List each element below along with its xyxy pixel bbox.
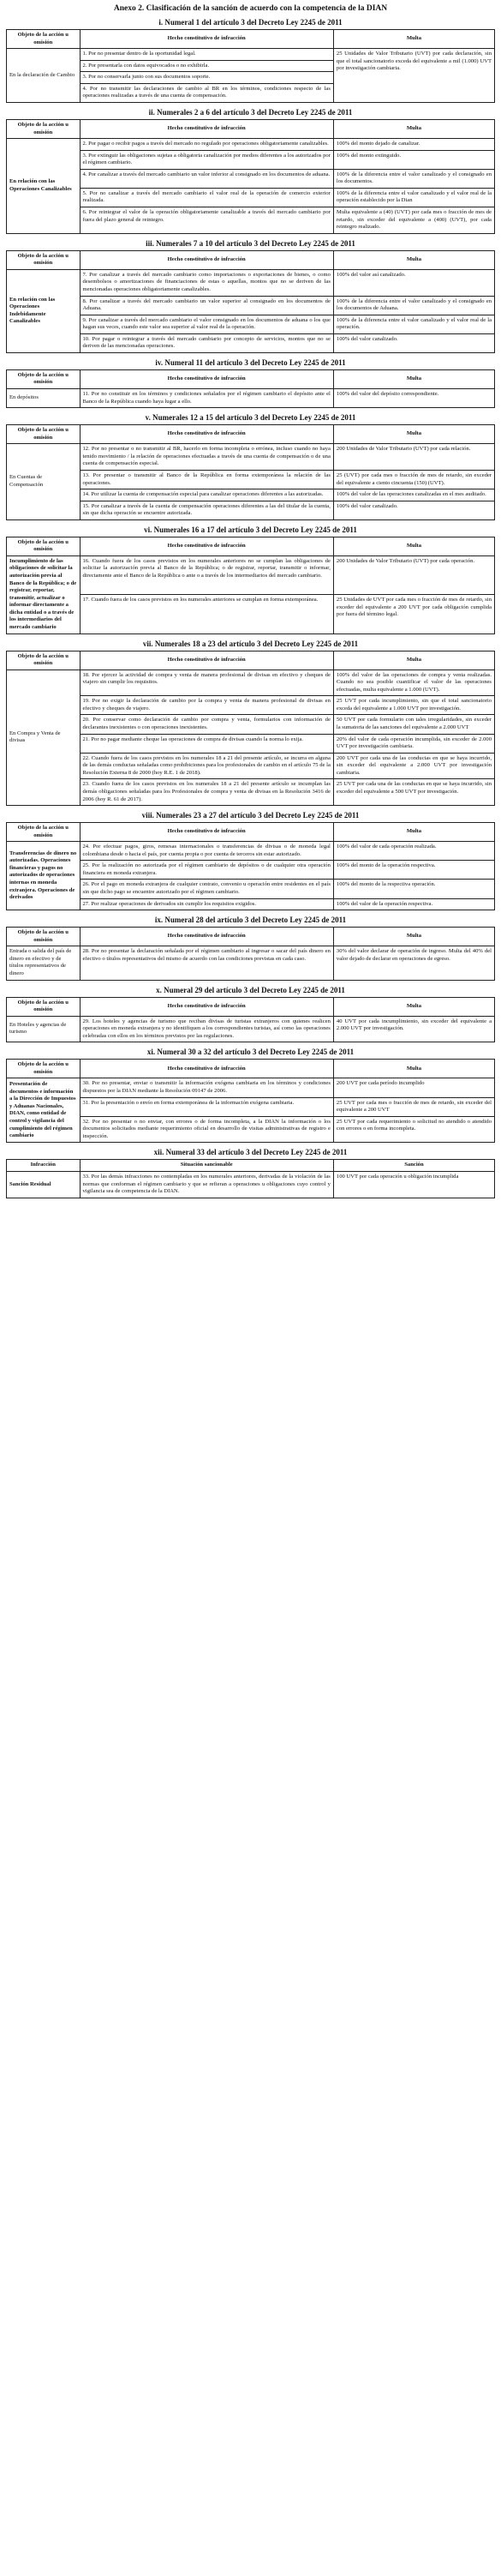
- section: [6, 525, 495, 634]
- header-multa: Multa: [333, 425, 494, 444]
- header-objeto: Objeto de la acción u omisión: [7, 369, 81, 388]
- header-hecho: Hecho constitutivo de infracción: [80, 997, 333, 1016]
- section-title: xi. Numeral 30 a 32 del artículo 3 del Decreto Ley 2245 de 2011: [146, 1048, 355, 1057]
- hecho-cell: 1. Por no presentar dentro de la oportunidad legal.: [80, 49, 333, 61]
- category-cell: Sanción Residual: [7, 1171, 81, 1198]
- multa-cell: 100% del valor de las operaciones de compra y venta realizadas. Cuando no sea posible cuantificar el valor de las operaciones efectuadas, multa equivalente a 1.000 (UVT).: [333, 670, 494, 696]
- table-row: [7, 734, 495, 753]
- header-multa: Multa: [333, 119, 494, 138]
- residual-table: [6, 1159, 495, 1198]
- multa-cell: 100% del monto de la operación respectiva.: [333, 861, 494, 880]
- section: [6, 108, 495, 234]
- hecho-cell: 7. Por canalizar a través del mercado cambiario como importaciones o exportaciones de bienes, o como desembolsos o amortizaciones de financiaciones de estas o aquellas, montos que no se deriven de las mencionadas operaciones obligatoriamente canalizables.: [80, 269, 333, 296]
- hecho-cell: 20. Por conservar como declaración de cambio por compra y venta, formularios con información de declarantes inexistentes o con operaciones inexistentes.: [80, 715, 333, 734]
- hecho-cell: 4. Por canalizar a través del mercado cambiario un valor inferior al consignado en los documentos de aduana.: [80, 169, 333, 188]
- section-title: iii. Numerales 7 a 10 del artículo 3 del Decreto Ley 2245 de 2011: [146, 238, 355, 248]
- section-title: ix. Numeral 28 del artículo 3 del Decreto Ley 2245 de 2011: [154, 916, 347, 925]
- header-row: [7, 425, 495, 444]
- multa-cell: 25 UVT por cada mes o fracción de mes de retardo, sin exceder del equivalente a 200 UVT: [333, 1097, 494, 1116]
- header-objeto: Objeto de la acción u omisión: [7, 1060, 81, 1078]
- header-multa: Multa: [333, 823, 494, 842]
- multa-cell: 100% de la diferencia entre el valor canalizado y el consignado en los documentos de Aduana.: [333, 296, 494, 315]
- header-objeto: Objeto de la acción u omisión: [7, 119, 81, 138]
- header-multa: Multa: [333, 928, 494, 946]
- header-hecho: Hecho constitutivo de infracción: [80, 30, 333, 49]
- section-table: [6, 997, 495, 1043]
- section-table: [6, 369, 495, 408]
- header-objeto: Objeto de la acción u omisión: [7, 537, 81, 555]
- hecho-cell: 27. Por realizar operaciones de derivados sin cumplir los requisitos exigidos.: [80, 898, 333, 910]
- section: [6, 358, 495, 408]
- section-table: [6, 424, 495, 520]
- hecho-cell: 32. Por no presentar o no enviar, con errores o de forma incompleta, a la DIAN la información o los documentos solicitados mediante requerimiento oficial en desarrollo de visitas administrativas de registro e inspección.: [80, 1116, 333, 1143]
- multa-cell: 200 Unidades de Valor Tributario (UVT) por cada operación.: [333, 555, 494, 594]
- header-hecho: Hecho constitutivo de infracción: [80, 1060, 333, 1078]
- hecho-cell: 8. Por canalizar a través del mercado cambiario un valor superior al consignado en los documentos de Aduana.: [80, 296, 333, 315]
- section: [6, 811, 495, 910]
- hecho-cell: 21. Por no pagar mediante cheque las operaciones de compra de divisas cuando la norma lo exija.: [80, 734, 333, 753]
- table-row: [7, 315, 495, 333]
- header-row: [7, 119, 495, 138]
- header-objeto: Objeto de la acción u omisión: [7, 928, 81, 946]
- multa-cell: 25 Unidades de Valor Tributario (UVT) por cada declaración, sin que el total sancionatorio exceda del equivalente a mil (1.000) UVT por investigación cambiaria.: [333, 49, 494, 103]
- header-multa: Multa: [333, 250, 494, 269]
- table-row: [7, 501, 495, 519]
- multa-cell: 100% del valor del depósito correspondiente.: [333, 389, 494, 408]
- hecho-cell: 15. Por canalizar a través de la cuenta de compensación operaciones diferentes a las del titular de la cuenta, sin que dicha operación se encuentre autorizada.: [80, 501, 333, 519]
- multa-cell: 20% del valor de cada operación incumplida, sin exceder de 2.000 UVT por investigación cambiaria.: [333, 734, 494, 753]
- multa-cell: 100 UVT por cada operación u obligación incumplida: [333, 1171, 494, 1198]
- multa-cell: 100% del monto de la respectiva operación.: [333, 880, 494, 898]
- hecho-cell: 26. Por el pago en moneda extranjera de cualquier contrato, convenio u operación entre residentes en el país sin que dicho pago se encuentre autorizado por el régimen cambiario.: [80, 880, 333, 898]
- table-row: [7, 696, 495, 715]
- multa-cell: 100% del valor de las operaciones canalizadas en el mes auditado.: [333, 489, 494, 501]
- table-row: [7, 1078, 495, 1097]
- hecho-cell: 12. Por no presentar o no transmitir al BR, hacerlo en forma incompleta o errónea, incluso cuando no haya tenido movimiento / la relación de operaciones efectuadas a través de una cuenta de compensación o de una cuenta de compensación especial.: [80, 444, 333, 471]
- multa-cell: 200 UVT por cada una de las conductas en que se haya incurrido, sin exceder del equivalente a 2.000 UVT por investigación cambiaria.: [333, 753, 494, 779]
- table-row: [7, 1097, 495, 1116]
- header-row: [7, 1060, 495, 1078]
- section-title: ii. Numerales 2 a 6 del artículo 3 del Decreto Ley 2245 de 2011: [148, 107, 353, 117]
- table-row: [7, 188, 495, 207]
- section-title: xii. Numeral 33 del artículo 3 del Decreto Ley 2245 de 2011: [153, 1148, 348, 1157]
- section: [6, 1048, 495, 1143]
- hecho-cell: 16. Cuando fuera de los casos previstos en los numerales anteriores no se cumplan las obligaciones de solicitar la autorización previa al Banco de la República; o de registrar, reportar, transmitir o informar, directamente ante el Banco de la República o ante o a través de los intermediarios del mercado cambiario.: [80, 555, 333, 594]
- hecho-cell: 4. Por no transmitir las declaraciones de cambio al BR en los términos, condiciones respecto de las operaciones realizadas a través de una cuenta de compensación.: [80, 83, 333, 102]
- hecho-cell: 5. Por no canalizar a través del mercado cambiario el valor real de la operación de comercio exterior realizada.: [80, 188, 333, 207]
- table-row: [7, 150, 495, 169]
- table-row: [7, 753, 495, 779]
- section-title: vii. Numerales 18 a 23 del artículo 3 del Decreto Ley 2245 de 2011: [142, 639, 359, 648]
- hecho-cell: 22. Cuando fuera de los casos previstos en los numerales 18 a 21 del presente artículo, se incurra en alguna de las demás conductas señaladas como prohibiciones para los profesionales de cambio en el artículo 75 de la Resolución Externa 8 de 2000 (hoy R.E. 1 de 2018).: [80, 753, 333, 779]
- header-multa: Multa: [333, 537, 494, 555]
- hecho-cell: 13. Por presentar o transmitir al Banco de la República en forma extemporánea la relación de las operaciones.: [80, 470, 333, 489]
- table-row: [7, 861, 495, 880]
- section: [6, 18, 495, 103]
- multa-cell: 100% del valor canalizado.: [333, 501, 494, 519]
- header-hecho: Hecho constitutivo de infracción: [80, 823, 333, 842]
- header-objeto: Objeto de la acción u omisión: [7, 651, 81, 670]
- header-objeto: Objeto de la acción u omisión: [7, 250, 81, 269]
- table-row: [7, 333, 495, 352]
- category-cell: En la declaración de Cambio: [7, 49, 81, 103]
- category-cell: En depósitos: [7, 389, 81, 408]
- section-table: [6, 29, 495, 103]
- multa-cell: 100% del valor de cada operación realizada.: [333, 842, 494, 861]
- multa-cell: 100% del monto dejado de canalizar.: [333, 139, 494, 151]
- table-row: [7, 898, 495, 910]
- header-objeto: Objeto de la acción u omisión: [7, 30, 81, 49]
- header-objeto: Objeto de la acción u omisión: [7, 425, 81, 444]
- residual-section: [6, 1148, 495, 1198]
- category-cell: En relación con las Operaciones Canalizables: [7, 139, 81, 234]
- section: [6, 916, 495, 980]
- header-row: [7, 537, 495, 555]
- multa-cell: 100% de la diferencia entre el valor canalizado y el valor real de la operación.: [333, 315, 494, 333]
- hecho-cell: 23. Cuando fuera de los casos previstos en los numerales 18 a 21 del presente artículo se incumplan las demás obligaciones señaladas para los Profesionales de compra y venta de divisas en la Resolución 3416 de 2006 (hoy R. 61 de 2017).: [80, 779, 333, 806]
- header-row: [7, 997, 495, 1016]
- header-hecho: Hecho constitutivo de infracción: [80, 425, 333, 444]
- hecho-cell: 19. Por no exigir la declaración de cambio por la compra y venta de manera profesional de divisas en efectivo y cheques de viajero.: [80, 696, 333, 715]
- multa-cell: Multa equivalente a (40) (UVT) por cada mes o fracción de mes de retardo, sin exceder del equivalente a (400) (UVT), por cada reintegro realizado.: [333, 207, 494, 234]
- table-row: [7, 169, 495, 188]
- section-title: viii. Numerales 23 a 27 del artículo 3 del Decreto Ley 2245 de 2011: [141, 811, 360, 820]
- hecho-cell: 6. Por reintegrar el valor de la operación obligatoriamente canalizable a través del mercado cambiario por fuera del plazo general de reintegro.: [80, 207, 333, 234]
- header-row: [7, 928, 495, 946]
- category-cell: Entrada o salida del país de dinero en efectivo y de títulos representativos de dinero: [7, 946, 81, 980]
- section: [6, 639, 495, 807]
- multa-cell: 200 Unidades de Valor Tributario (UVT) por cada relación.: [333, 444, 494, 471]
- table-row: [7, 49, 495, 61]
- header-row: [7, 250, 495, 269]
- hecho-cell: 25. Por la realización no autorizada por el régimen cambiario de depósitos o de cualquier otra operación financiera en moneda extranjera.: [80, 861, 333, 880]
- header-objeto: Objeto de la acción u omisión: [7, 997, 81, 1016]
- table-row: [7, 1016, 495, 1042]
- hecho-cell: 14. Por utilizar la cuenta de compensación especial para canalizar operaciones diferentes a las autorizadas.: [80, 489, 333, 501]
- hecho-cell: 17. Cuando fuera de los casos previstos en los numerales anteriores se cumplan en forma extemporánea.: [80, 595, 333, 633]
- multa-cell: 200 UVT por cada período incumplido: [333, 1078, 494, 1097]
- category-cell: En relación con las Operaciones Indebidamente Canalizables: [7, 269, 81, 352]
- section-table: [6, 651, 495, 807]
- multa-cell: 50 UVT por cada formulario con tales irregularidades, sin exceder la sumatoria de las sanciones del equivalente a 2.000 UVT: [333, 715, 494, 734]
- table-row: [7, 389, 495, 408]
- category-cell: En Compra y Venta de divisas: [7, 670, 81, 805]
- table-row: [7, 779, 495, 806]
- header-row: [7, 30, 495, 49]
- hecho-cell: 18. Por ejercer la actividad de compra y venta de manera profesional de divisas en efectivo y cheques de viajero sin cumplir los requisitos.: [80, 670, 333, 696]
- section-table: [6, 537, 495, 634]
- table-row: [7, 842, 495, 861]
- category-cell: Incumplimiento de las obligaciones de solicitar la autorización previa al Banco de la República; o de registrar, reportar, transmitir, actualizar o informar directamente a dicha entidad o a través de los intermediarios del mercado cambiario: [7, 555, 81, 633]
- header-row: [7, 369, 495, 388]
- section-table: [6, 250, 495, 353]
- multa-cell: 100% de la diferencia entre el valor canalizado y el valor real de la operación establecido por la Dian: [333, 188, 494, 207]
- multa-cell: 25 Unidades de UVT por cada mes o fracción de mes de retardo, sin exceder del equivalente a 200 UVT por cada obligación cumplida por fuera del término legal.: [333, 595, 494, 633]
- section-table: [6, 927, 495, 980]
- table-row: [7, 1171, 495, 1198]
- table-row: [7, 670, 495, 696]
- header-situacion: Situación sancionable: [80, 1160, 333, 1172]
- table-row: [7, 444, 495, 471]
- hecho-cell: 33. Por las demás infracciones no contempladas en los numerales anteriores, derivadas de la violación de las normas que conforman el régimen cambiario y que se refieran a operaciones u obligaciones cuyo control y vigilancia sea de competencia de la DIAN.: [80, 1171, 333, 1198]
- table-row: [7, 489, 495, 501]
- header-objeto: Objeto de la acción u omisión: [7, 823, 81, 842]
- section-title: i. Numeral 1 del artículo 3 del Decreto Ley 2245 de 2011: [158, 18, 343, 27]
- multa-cell: 25 UVT por cada incumplimiento, sin que el total sancionatorio exceda del equivalente a 1.000 UVT por investigación.: [333, 696, 494, 715]
- multa-cell: 40 UVT por cada incumplimiento, sin exceder del equivalente a 2.000 UVT por investigación.: [333, 1016, 494, 1042]
- hecho-cell: 31. Por la presentación o envío en forma extemporánea de la información exógena cambiaria.: [80, 1097, 333, 1116]
- hecho-cell: 30. Por no presentar, enviar o transmitir la información exógena cambiaria en los términos y condiciones dispuestos por la DIAN mediante la Resolución 09147 de 2006.: [80, 1078, 333, 1097]
- sections-container: [6, 18, 495, 1143]
- header-multa: Multa: [333, 1060, 494, 1078]
- multa-cell: 25 UVT por cada una de las conductas en que se haya incurrido, sin exceder del equivalente a 500 UVT por investigación.: [333, 779, 494, 806]
- multa-cell: 100% del valor así canalizado.: [333, 269, 494, 296]
- header-multa: Multa: [333, 30, 494, 49]
- header-row: [7, 823, 495, 842]
- header-row: [7, 651, 495, 670]
- section-title: vi. Numerales 16 a 17 del artículo 3 del Decreto Ley 2245 de 2011: [144, 525, 357, 534]
- hecho-cell: 9. Por canalizar a través del mercado cambiario el valor consignado en los documentos de aduana o los que hagan sus veces, cuando este valor sea superior al valor real de la operación.: [80, 315, 333, 333]
- category-cell: Presentación de documentos e información a la Dirección de Impuestos y Aduanas Nacionales, DIAN, como entidad de control y vigilancia del cumplimiento del régimen cambiario: [7, 1078, 81, 1143]
- table-row: [7, 880, 495, 898]
- section-table: [6, 1059, 495, 1143]
- category-cell: En Cuentas de Compensación: [7, 444, 81, 520]
- multa-cell: 100% del monto extinguido.: [333, 150, 494, 169]
- section-title: x. Numeral 29 del artículo 3 del Decreto Ley 2245 de 2011: [156, 985, 345, 994]
- hecho-cell: 11. Por no constituir en los términos y condiciones señalados por el régimen cambiario el depósito ante el Banco de la República cuando haya lugar a ello.: [80, 389, 333, 408]
- table-row: [7, 595, 495, 633]
- table-row: [7, 296, 495, 315]
- multa-cell: 30% del valor declarar de operación de ingreso. Multa del 40% del valor dejado de declarar en operaciones de egreso.: [333, 946, 494, 980]
- section-title: iv. Numeral 11 del artículo 3 del Decreto Ley 2245 de 2011: [155, 357, 346, 367]
- hecho-cell: 3. Por no conservarla junto con sus documentos soporte.: [80, 72, 333, 84]
- header-multa: Multa: [333, 997, 494, 1016]
- multa-cell: 100% del valor de la operación respectiva.: [333, 898, 494, 910]
- header-sancion: Sanción: [333, 1160, 494, 1172]
- table-row: [7, 269, 495, 296]
- document-title: Anexo 2. Clasificación de la sanción de acuerdo con la competencia de la DIAN: [113, 4, 388, 13]
- section: [6, 986, 495, 1043]
- hecho-cell: 3. Por extinguir las obligaciones sujetas a obligatoria canalización por medios diferentes a los autorizados por el régimen cambiario.: [80, 150, 333, 169]
- section: [6, 239, 495, 353]
- table-row: [7, 207, 495, 234]
- header-row: [7, 1160, 495, 1172]
- multa-cell: 100% del valor canalizado.: [333, 333, 494, 352]
- header-hecho: Hecho constitutivo de infracción: [80, 250, 333, 269]
- header-hecho: Hecho constitutivo de infracción: [80, 537, 333, 555]
- hecho-cell: 24. Por efectuar pagos, giros, remesas internacionales o transferencias de divisas o de moneda legal colombiana desde o hacia el país, por cuenta propia o por cuenta de terceros sin estar autorizado.: [80, 842, 333, 861]
- table-row: [7, 946, 495, 980]
- header-hecho: Hecho constitutivo de infracción: [80, 369, 333, 388]
- header-hecho: Hecho constitutivo de infracción: [80, 119, 333, 138]
- section-table: [6, 822, 495, 910]
- table-row: [7, 470, 495, 489]
- hecho-cell: 2. Por presentarla con datos equivocados o no exhibirla.: [80, 60, 333, 72]
- document-page: [6, 4, 495, 1198]
- section-table: [6, 119, 495, 234]
- category-cell: En Hoteles y agencias de turismo: [7, 1016, 81, 1042]
- header-infraccion: Infracción: [7, 1160, 81, 1172]
- table-row: [7, 715, 495, 734]
- header-hecho: Hecho constitutivo de infracción: [80, 651, 333, 670]
- header-multa: Multa: [333, 369, 494, 388]
- hecho-cell: 28. Por no presentar la declaración señalada por el régimen cambiario al ingresar o sacar del país dinero en efectivo o títulos representativos del mismo de acuerdo con las condiciones previstas en cada caso.: [80, 946, 333, 980]
- table-row: [7, 1116, 495, 1143]
- hecho-cell: 29. Los hoteles y agencias de turismo que reciban divisas de turistas extranjeros con quienes realicen operaciones en moneda extranjera y no identifiquen a los correspondientes turistas, así como las operaciones celebradas con ellos en los términos previstos por las regulaciones.: [80, 1016, 333, 1042]
- section-title: v. Numerales 12 a 15 del artículo 3 del Decreto Ley 2245 de 2011: [145, 413, 356, 423]
- category-cell: Transferencias de dinero no autorizadas. Operaciones financieras y pagos no autorizados de operaciones internas en moneda extranjera. Operaciones de derivados: [7, 842, 81, 910]
- header-hecho: Hecho constitutivo de infracción: [80, 928, 333, 946]
- header-multa: Multa: [333, 651, 494, 670]
- hecho-cell: 2. Por pagar o recibir pagos a través del mercado no regulado por operaciones obligatoriamente canalizables.: [80, 139, 333, 151]
- hecho-cell: 10. Por pagar o reintegrar a través del mercado cambiario por concepto de servicios, montos que no se deriven de las mencionadas operaciones.: [80, 333, 333, 352]
- multa-cell: 25 (UVT) por cada mes o fracción de mes de retardo, sin exceder del equivalente a ciento cincuenta (150) (UVT).: [333, 470, 494, 489]
- section: [6, 413, 495, 520]
- multa-cell: 25 UVT por cada requerimiento o solicitud no atendido o atendido con errores o en forma incompleta.: [333, 1116, 494, 1143]
- multa-cell: 100% de la diferencia entre el valor canalizado y el consignado en los documentos.: [333, 169, 494, 188]
- table-row: [7, 555, 495, 594]
- table-row: [7, 139, 495, 151]
